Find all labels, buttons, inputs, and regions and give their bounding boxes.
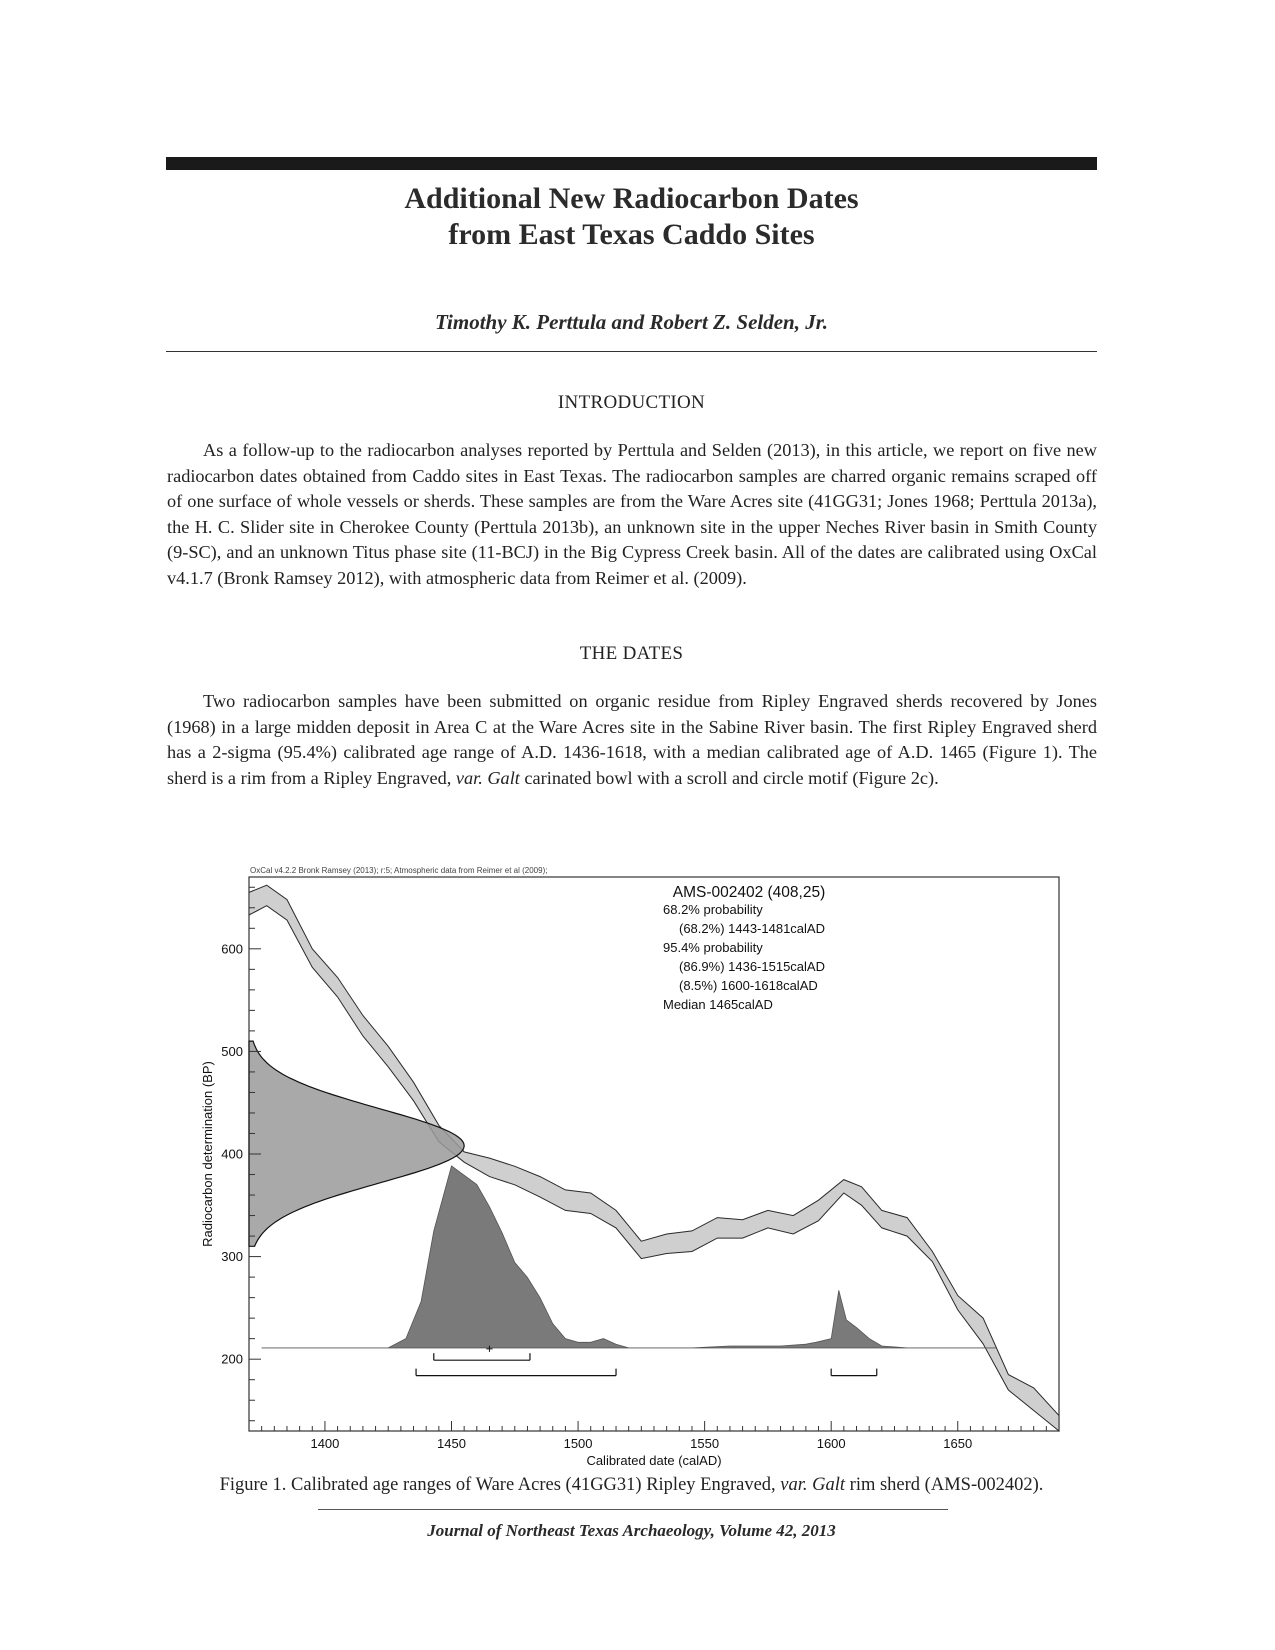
annotation-95-range-2: (8.5%) 1600-1618calAD bbox=[679, 978, 818, 993]
x-tick-label: 1650 bbox=[943, 1436, 973, 1451]
y-tick-label: 300 bbox=[221, 1249, 243, 1265]
caption-italic: var. Galt bbox=[780, 1475, 846, 1495]
x-axis-label: Calibrated date (calAD) bbox=[586, 1453, 722, 1468]
figure-1 bbox=[188, 862, 1068, 1477]
caption-text-1: Figure 1. Calibrated age ranges of Ware Acres (41GG31) Ripley Engraved, bbox=[219, 1475, 781, 1495]
x-tick-label: 1500 bbox=[563, 1436, 593, 1451]
intro-paragraph: As a follow-up to the radiocarbon analyses reported by Perttula and Selden (2013), in this article, we report on five new radiocarbon dates obtained from Caddo sites in East Texas. The radiocarbon samples are charred organic remains scraped off of one surface of whole vessels or sherds. These samples are from the Ware Acres site (41GG31; Jones 1968; Perttula 2013a), the H. C. Slider site in Cherokee County (Perttula 2013b), an unknown site in the upper Neches River basin in Smith County (9-SC), and an unknown Titus phase site (11-BCJ) in the Big Cypress Creek basin. All of the dates are calibrated using OxCal v4.1.7 (Bronk Ramsey 2012), with atmospheric data from Reimer et al. (2009). bbox=[167, 440, 1097, 588]
x-tick-label: 1600 bbox=[816, 1436, 846, 1451]
x-tick-label: 1400 bbox=[310, 1436, 340, 1451]
journal-footer: Journal of Northeast Texas Archaeology, Volume 42, 2013 bbox=[427, 1521, 836, 1540]
y-tick-label: 400 bbox=[221, 1146, 243, 1162]
dates-heading: THE DATES bbox=[579, 643, 684, 664]
median-marker: + bbox=[485, 1340, 494, 1356]
y-tick-label: 500 bbox=[221, 1043, 243, 1059]
calibration-chart bbox=[188, 862, 1068, 1472]
figure-caption bbox=[166, 1475, 1097, 1496]
chart-header-note: OxCal v4.2.2 Bronk Ramsey (2013); r:5; Atmospheric data from Reimer et al (2009); bbox=[250, 866, 548, 875]
author-rule bbox=[166, 351, 1097, 352]
dates-text-2: carinated bowl with a scroll and circle motif (Figure 2c). bbox=[519, 767, 939, 788]
article-title-line-1: Additional New Radiocarbon Dates bbox=[404, 182, 859, 215]
dates-text-1: Two radiocarbon samples have been submitted on organic residue from Ripley Engraved sherds recovered by Jones (1968) in a large midden deposit in Area C at the Ware Acres site in the Sabine River basin. The first Ripley Engraved sherd has a 2-sigma (95.4%) calibrated age range of A.D. 1436-1618, with a median calibrated age of A.D. 1465 (Figure 1). The sherd is a rim from a Ripley Engraved, bbox=[167, 691, 1097, 788]
dates-paragraph bbox=[167, 689, 1097, 791]
annotation-68-heading: 68.2% probability bbox=[663, 902, 763, 917]
y-tick-label: 200 bbox=[221, 1351, 243, 1367]
y-tick-label: 600 bbox=[221, 941, 243, 957]
annotation-95-heading: 95.4% probability bbox=[663, 940, 763, 955]
top-rule bbox=[166, 157, 1097, 170]
annotation-95-range-1: (86.9%) 1436-1515calAD bbox=[679, 959, 825, 974]
caption-text-2: rim sherd (AMS-002402). bbox=[845, 1475, 1044, 1495]
annotation-median: Median 1465calAD bbox=[663, 997, 773, 1012]
intro-heading: INTRODUCTION bbox=[557, 392, 706, 413]
annotation-68-range: (68.2%) 1443-1481calAD bbox=[679, 921, 825, 936]
article-title-line-2: from East Texas Caddo Sites bbox=[448, 218, 815, 251]
y-axis-label: Radiocarbon determination (BP) bbox=[200, 1061, 215, 1247]
footer-rule bbox=[318, 1509, 948, 1510]
dates-text-italic: var. Galt bbox=[455, 767, 520, 788]
sample-label: AMS-002402 (408,25) bbox=[672, 884, 826, 901]
x-tick-label: 1450 bbox=[437, 1436, 466, 1451]
article-authors: Timothy K. Perttula and Robert Z. Selden, Jr. bbox=[434, 310, 828, 334]
x-tick-label: 1550 bbox=[690, 1436, 720, 1451]
